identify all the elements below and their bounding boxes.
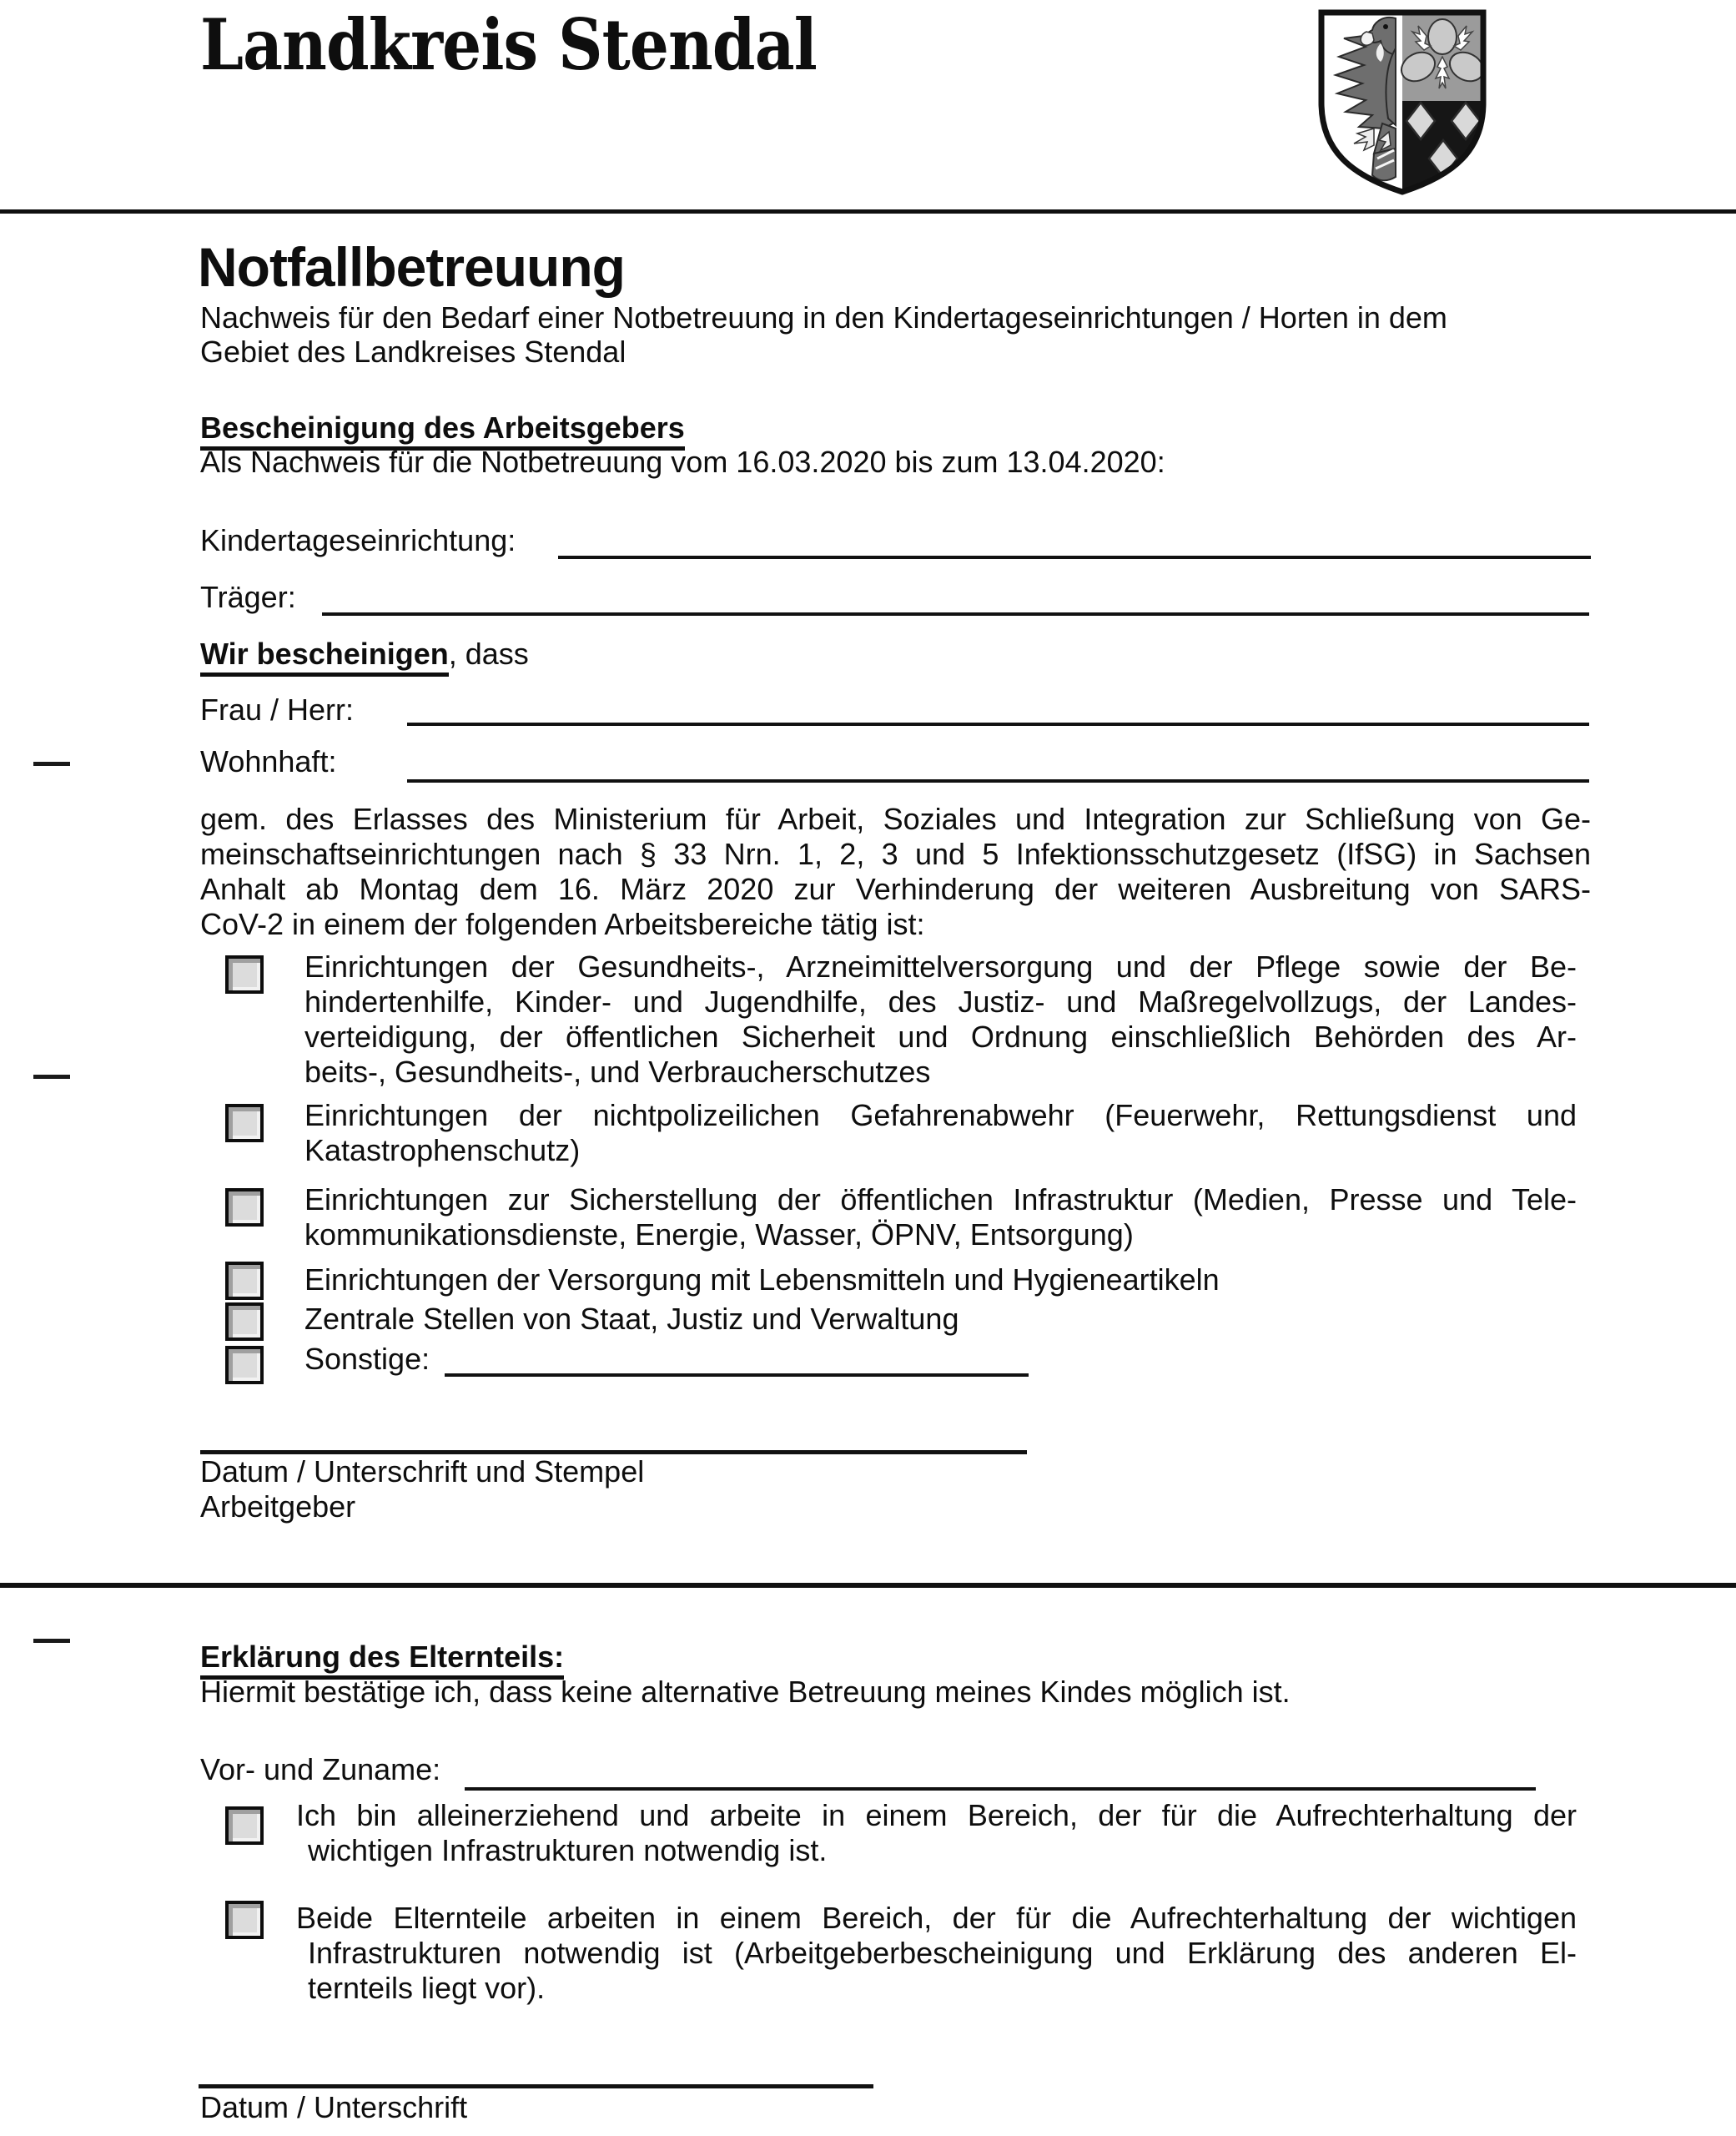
- certify-statement: [200, 637, 529, 677]
- header-divider: [0, 209, 1736, 214]
- parent-section-intro: Hiermit bestätige ich, dass keine alternative Betreuung meines Kindes möglich ist.: [200, 1675, 1291, 1709]
- option-single-parent: Ich bin alleinerziehend und arbeite in einem Bereich, der für die Aufrechterhaltung der wichtigen Infrastrukturen notwendig ist.: [296, 1798, 1577, 1867]
- checklist-item-food-supply: Einrichtungen der Versorgung mit Lebensmitteln und Hygieneartikeln: [304, 1262, 1220, 1297]
- checkbox-single-parent[interactable]: [225, 1806, 264, 1845]
- option-both-parents: Beide Elternteile arbeiten in einem Bereich, der für die Aufrechterhaltung der wichtigen Infrastrukturen notwendig ist (Arbeitgeberbescheinigung und Erklärung des anderen El- ternteils liegt vor).: [296, 1901, 1577, 2005]
- traeger-field-label: Träger:: [200, 580, 296, 614]
- name-input-line[interactable]: [465, 1787, 1536, 1791]
- employer-signature-caption: Datum / Unterschrift und Stempel Arbeitgeber: [200, 1454, 645, 1524]
- kita-field-label: Kindertageseinrichtung:: [200, 523, 516, 557]
- checkbox-infrastructure[interactable]: [225, 1188, 264, 1227]
- legal-paragraph: gem. des Erlasses des Ministerium für Arbeit, Soziales und Integration zur Schließung von Ge- meinschaftseinrichtungen nach § 33 Nrn. 1, 2, 3 und 5 Infektionsschutzgesetz (IfSG) in Sachsen Anhalt ab Montag dem 16. März 2020 zur Verhinderung der weiteren Ausbreitung von SARS- CoV-2 in einem der folgenden Arbeitsbereiche tätig ist:: [200, 802, 1591, 941]
- person-input-line[interactable]: [407, 723, 1589, 726]
- fold-mark-bottom: [33, 1639, 70, 1643]
- parent-section-heading: Erklärung des Elternteils:: [200, 1640, 564, 1680]
- checkbox-government[interactable]: [225, 1302, 264, 1341]
- checkbox-emergency-services[interactable]: [225, 1104, 264, 1142]
- checkbox-other[interactable]: [225, 1346, 264, 1384]
- checkbox-both-parents[interactable]: [225, 1901, 264, 1939]
- checkbox-food-supply[interactable]: [225, 1262, 264, 1300]
- kita-input-line[interactable]: [558, 556, 1591, 559]
- fold-mark-top: [33, 762, 70, 766]
- address-input-line[interactable]: [407, 779, 1589, 783]
- checklist-item-healthcare: Einrichtungen der Gesundheits-, Arzneimittelversorgung und der Pflege sowie der Be- hindertenhilfe, Kinder- und Jugendhilfe, des Justiz- und Maßregelvollzugs, der Landes- verteidigung, der öffentlichen Sicherheit und Ordnung einschließlich Behörden des Ar- beits-, Gesundheits-, und Verbraucherschutzes: [304, 950, 1577, 1089]
- employer-section-intro: Als Nachweis für die Notbetreuung vom 16.03.2020 bis zum 13.04.2020:: [200, 445, 1165, 479]
- checkbox-healthcare[interactable]: [225, 955, 264, 994]
- section-divider: [0, 1583, 1736, 1588]
- fold-mark-middle: [33, 1075, 70, 1079]
- checklist-item-emergency-services: Einrichtungen der nichtpolizeilichen Gefahrenabwehr (Feuerwehr, Rettungsdienst und Katastrophenschutz): [304, 1098, 1577, 1167]
- employer-section-heading: Bescheinigung des Arbeitsgebers: [200, 411, 685, 451]
- checklist-item-government: Zentrale Stellen von Staat, Justiz und Verwaltung: [304, 1302, 959, 1336]
- certify-statement-rest: , dass: [448, 637, 529, 671]
- checklist-item-infrastructure: Einrichtungen zur Sicherstellung der öffentlichen Infrastruktur (Medien, Presse und Tele- kommunikationsdienste, Energie, Wasser, ÖPNV, Entsorgung): [304, 1182, 1577, 1252]
- address-field-label: Wohnhaft:: [200, 744, 337, 778]
- parent-signature-line[interactable]: [199, 2084, 873, 2088]
- certify-statement-bold: Wir bescheinigen: [200, 637, 449, 677]
- page-subtitle: Nachweis für den Bedarf einer Notbetreuung in den Kindertageseinrichtungen / Horten in dem Gebiet des Landkreises Stendal: [200, 300, 1447, 369]
- person-field-label: Frau / Herr:: [200, 693, 355, 727]
- parent-signature-caption: Datum / Unterschrift: [200, 2090, 468, 2124]
- name-field-label: Vor- und Zuname:: [200, 1752, 441, 1786]
- letterhead-title: Landkreis Stendal: [200, 3, 817, 86]
- page-title: Notfallbetreuung: [198, 236, 625, 298]
- checklist-item-other-label: Sonstige:: [304, 1342, 430, 1376]
- coat-of-arms-icon: [1316, 7, 1489, 198]
- traeger-input-line[interactable]: [322, 612, 1589, 616]
- other-input-line[interactable]: [445, 1373, 1029, 1377]
